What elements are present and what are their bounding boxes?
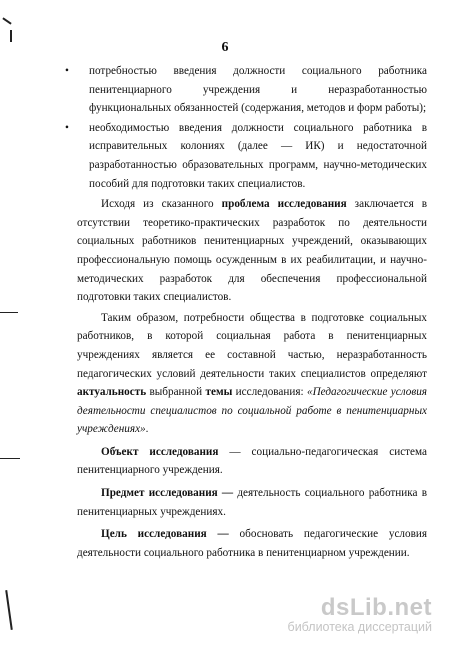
body-text xyxy=(65,62,428,562)
scan-edge-mark xyxy=(0,312,18,313)
list-item: • необходимостью введения должности социального работника в исправительных колониях (далее — ИК) и недостаточной разработанностью образовательных программ, научно-методических пособий для подготовки таких специалистов. xyxy=(77,119,427,193)
paragraph-object: Объект исследования — социально-педагогическая система пенитенциарного учреждения. xyxy=(77,445,427,477)
scan-edge-mark xyxy=(0,458,20,459)
scan-edge-mark xyxy=(5,590,13,630)
paragraph-goal: Цель исследования — обосновать педагогические условия деятельности социального работника в пенитенциарном учреждении. xyxy=(77,528,427,559)
bullet-icon: • xyxy=(65,121,69,134)
list-item: • потребностью введения должности социального работника пенитенциарного учреждения и неразработанностью функциональных обязанностей (содержания, методов и форм работы); xyxy=(77,62,427,118)
paragraph-problem: Исходя из сказанного проблема исследования заключается в отсутствии теоретико-практических разработок по деятельности социальных работников пенитенциарных учреждений, оказывающих профессиональную помощь осужденным в их реабилитации, и научно-методических разработок для обеспечения профессиональной подготовки таких специалистов. xyxy=(77,198,428,304)
watermark-subtitle: библиотека диссертаций xyxy=(287,620,432,634)
paragraph-subject: Предмет исследования — деятельность социального работника в пенитенциарных учреждениях. xyxy=(77,487,427,518)
bullet-icon: • xyxy=(65,65,69,77)
paragraph-relevance: Таким образом, потребности общества в подготовке социальных работников, в которой социальная работа в пенитенциарных учреждениях является ее составной частью, неразработанность педагогических условий деятельности таких специалистов определяют актуальность выбранной темы исследования: «Педагогические условия деятельности специалистов по социальной работе в пенитенциарных учреждениях». xyxy=(77,311,427,436)
watermark-logo: dsLib.net xyxy=(320,594,432,621)
scan-edge-mark xyxy=(2,17,11,24)
page-number: 6 xyxy=(221,40,229,55)
watermark xyxy=(288,596,432,634)
